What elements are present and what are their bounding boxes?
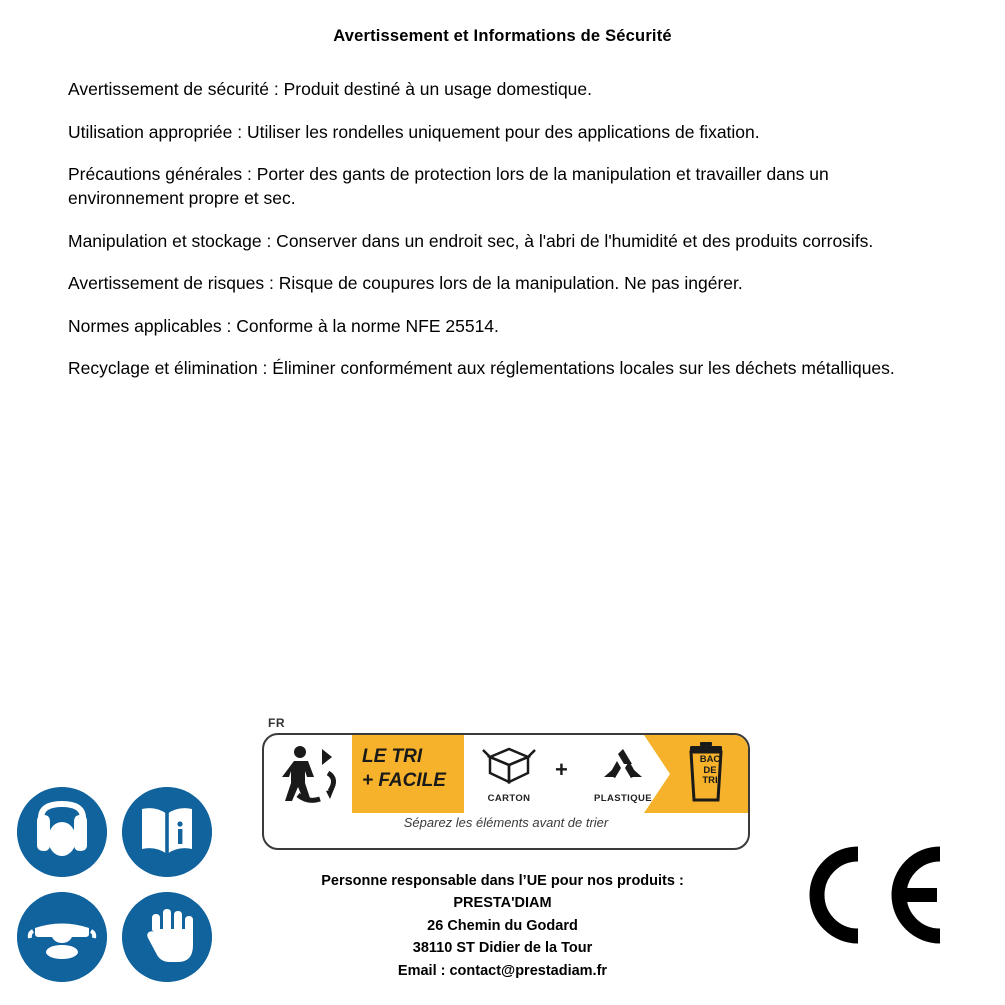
contact-address: 26 Chemin du Godard — [427, 917, 578, 934]
triman-icon — [270, 739, 350, 811]
paragraph-general-precautions: Précautions générales : Porter des gants de protection lors de la manipulation et travailler dans un environnement propre et sec. — [68, 164, 829, 208]
pictogram-grid — [17, 787, 219, 983]
paragraph-safety-warning: Avertissement de sécurité : Produit destiné à un usage domestique. — [68, 79, 593, 99]
contact-company: PRESTA'DIAM — [453, 895, 552, 912]
contact-email: Email : contact@prestadiam.fr — [397, 962, 608, 979]
contact-heading — [190, 870, 815, 892]
recycling-label-box — [262, 733, 750, 850]
paragraph-standards: Normes applicables : Conforme à la norme NFE 25514. — [68, 315, 499, 336]
plastique-caption: PLASTIQUE — [594, 793, 652, 804]
ce-mark-icon — [800, 840, 950, 950]
plus-sign: + — [555, 757, 568, 782]
recycling-headline-line1: LE TRI — [362, 746, 423, 767]
eye-protection-icon — [17, 892, 107, 982]
contact-heading-prefix: Personne responsable dans l’ — [321, 873, 527, 889]
paragraph-recycling: Recyclage et élimination : Éliminer conformément aux réglementations locales sur les déchets métalliques. — [68, 358, 895, 379]
contact-heading-suffix: pour nos produits : — [546, 873, 684, 889]
bin-caption-line1: BAC — [699, 754, 721, 765]
eu-responsible-contact — [190, 870, 815, 982]
recycling-footer-text: Séparez les éléments avant de trier — [403, 815, 609, 830]
bin-caption-line2: DE — [703, 764, 717, 776]
plastic-recycle-icon — [580, 741, 666, 787]
bin-caption — [688, 755, 732, 787]
bin-caption-line3: TRI — [702, 775, 718, 787]
paragraph-proper-use: Utilisation appropriée : Utiliser les rondelles uniquement pour des applications de fixation. — [68, 121, 760, 142]
carton-caption: CARTON — [487, 793, 531, 804]
carton-item — [470, 741, 548, 804]
paragraph-handling-storage: Manipulation et stockage : Conserver dans un endroit sec, à l'abri de l'humidité et des produits corrosifs. — [68, 230, 874, 251]
recycling-headline — [362, 745, 462, 793]
recycling-label — [262, 716, 752, 851]
page-title: Avertissement et Informations de Sécurité — [333, 27, 672, 45]
plastique-item — [580, 741, 666, 804]
ear-protection-icon — [17, 787, 107, 877]
contact-heading-eu: UE — [526, 873, 547, 889]
recycling-headline-line2: + FACILE — [362, 769, 446, 791]
safety-text-block — [68, 78, 923, 400]
country-code-label: FR — [268, 716, 285, 730]
read-instructions-icon — [122, 787, 212, 877]
contact-city: 38110 ST Didier de la Tour — [412, 940, 593, 957]
carton-box-icon — [470, 741, 548, 787]
paragraph-risk-warning: Avertissement de risques : Risque de coupures lors de la manipulation. Ne pas ingérer. — [68, 273, 743, 294]
